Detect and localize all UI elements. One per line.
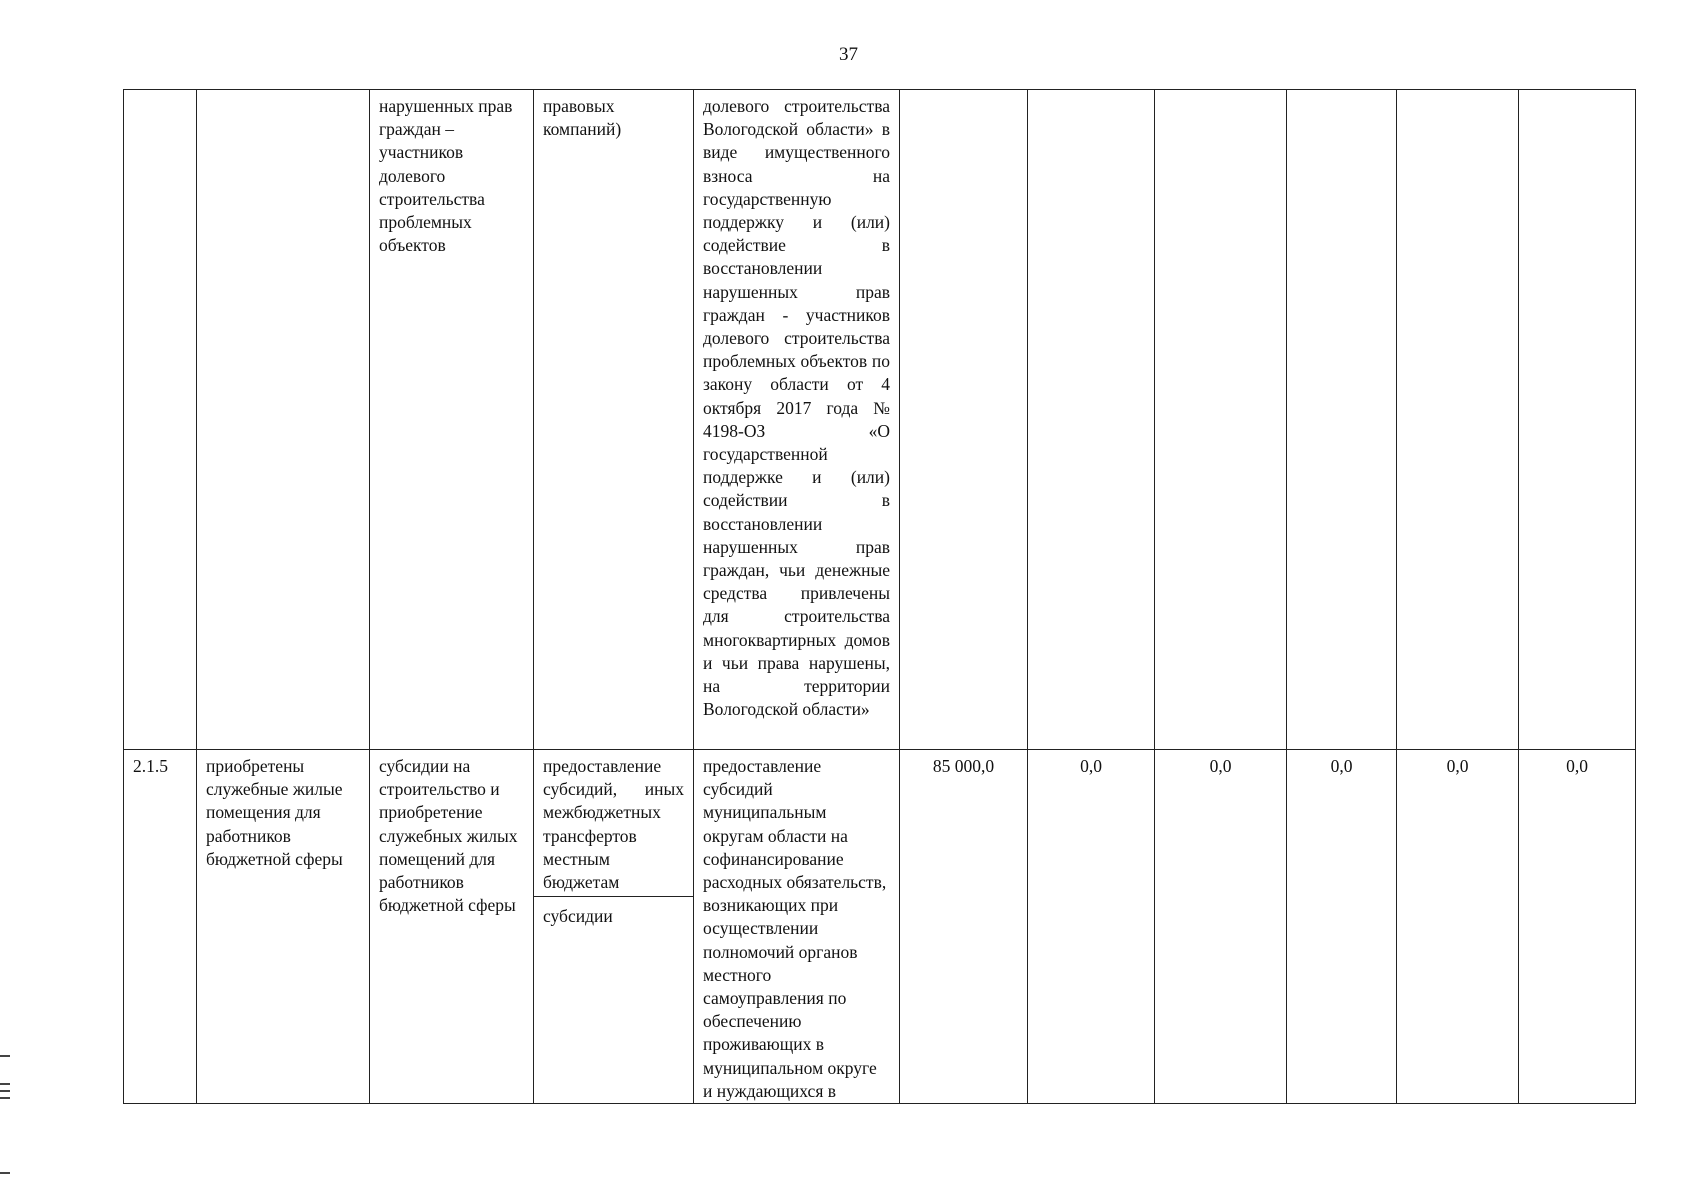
cell-value-6: 0,0 (1519, 750, 1636, 1104)
page-number: 37 (839, 44, 858, 65)
cell-value-4: 0,0 (1287, 750, 1397, 1104)
cell-type (534, 750, 694, 1104)
cell-type-grants: предоставление субсидий, иных межбюджетных трансфертов местным бюджетам (534, 750, 693, 897)
scan-mark (0, 1090, 10, 1092)
cell-measure: нарушенных прав граждан – участников долевого строительства проблемных объектов (370, 90, 534, 750)
cell-result: приобретены служебные жилые помещения для работников бюджетной сферы (197, 750, 370, 1104)
table-row-2-1-5 (124, 750, 1636, 1104)
cell-value-2 (1028, 90, 1155, 750)
cell-result (197, 90, 370, 750)
cell-value-6 (1519, 90, 1636, 750)
cell-value-5: 0,0 (1397, 750, 1519, 1104)
scan-mark (0, 1097, 10, 1099)
cell-value-5 (1397, 90, 1519, 750)
cell-type-subsidies: субсидии (543, 906, 613, 927)
cell-type: правовых компаний) (534, 90, 694, 750)
cell-value-4 (1287, 90, 1397, 750)
cell-number (124, 90, 197, 750)
scan-mark (0, 1172, 10, 1174)
program-table (123, 89, 1636, 1104)
cell-value-3: 0,0 (1155, 750, 1287, 1104)
cell-value-1 (900, 90, 1028, 750)
scan-mark (0, 1083, 10, 1085)
cell-description: предоставление субсидий муниципальным округам области на софинансирование расходных обязательств, возникающих при осуществлении полномочий органов местного самоуправления по обеспечению проживающих в муниципальном округе и нуждающихся в (694, 750, 900, 1104)
cell-measure: субсидии на строительство и приобретение служебных жилых помещений для работников бюджетной сферы (370, 750, 534, 1104)
scan-mark (0, 1055, 10, 1057)
cell-value-1: 85 000,0 (900, 750, 1028, 1104)
cell-number: 2.1.5 (124, 750, 197, 1104)
cell-description: долевого строительства Вологодской области» в виде имущественного взноса на государственную поддержку и (или) содействие в восстановлении нарушенных прав граждан - участников долевого строительства проблемных объектов по закону области от 4 октября 2017 года № 4198-ОЗ «О государственной поддержке и (или) содействии в восстановлении нарушенных прав граждан, чьи денежные средства привлечены для строительства многоквартирных домов и чьи права нарушены, на территории Вологодской области» (694, 90, 900, 750)
cell-value-2: 0,0 (1028, 750, 1155, 1104)
cell-value-3 (1155, 90, 1287, 750)
table-row-continued (124, 90, 1636, 750)
